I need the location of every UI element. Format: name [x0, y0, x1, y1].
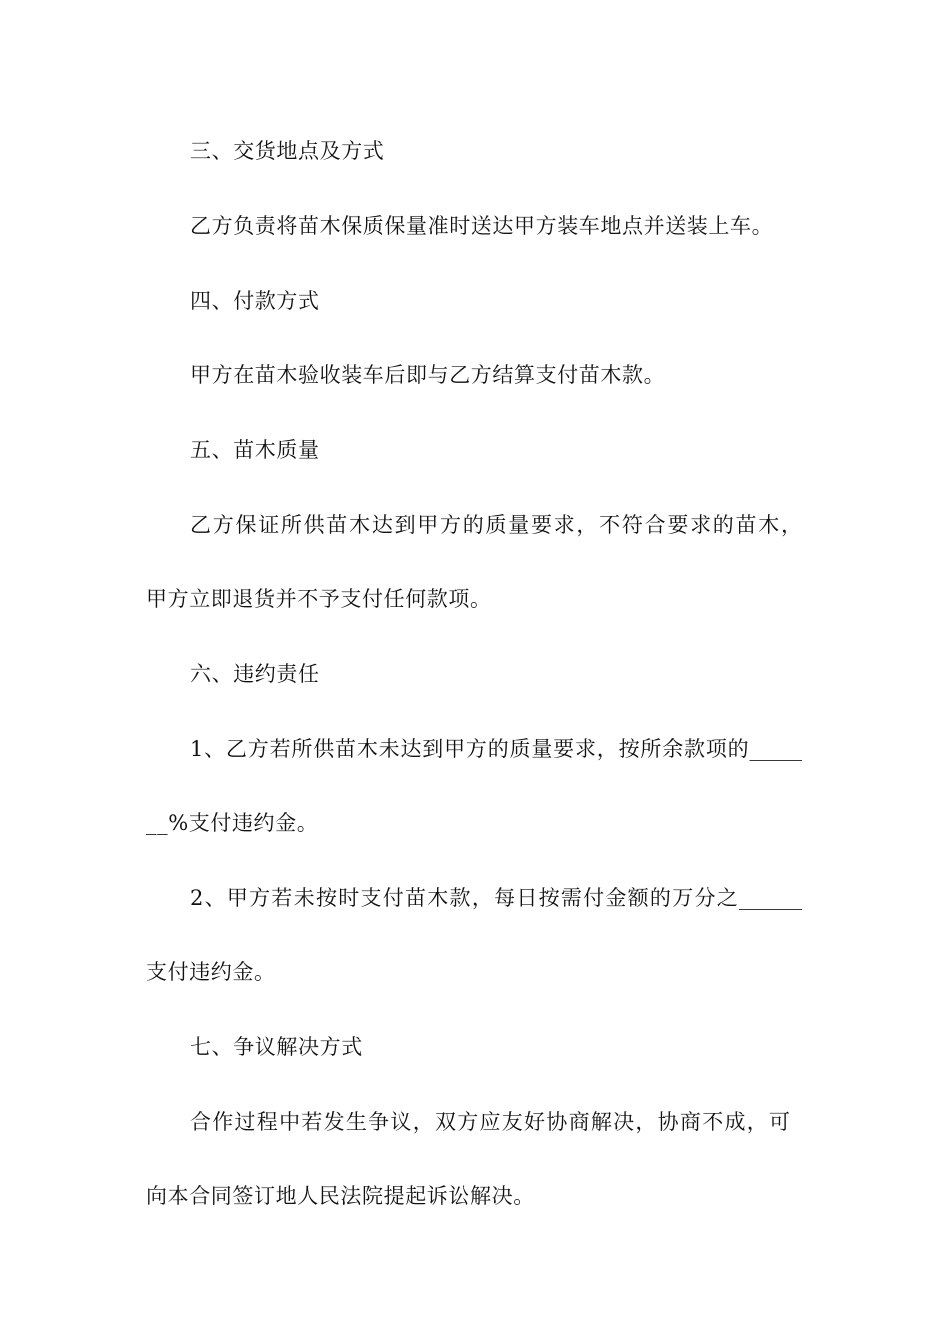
section-heading-payment: 四、付款方式	[190, 289, 320, 313]
paragraph-quality-line-2: 甲方立即退货并不予支付任何款项。	[146, 587, 492, 611]
paragraph-dispute-line-2: 向本合同签订地人民法院提起诉讼解决。	[146, 1184, 535, 1208]
section-heading-liability: 六、违约责任	[190, 662, 320, 686]
section-heading-quality: 五、苗木质量	[190, 438, 320, 462]
clause-2-line-1: 2、甲方若未按时支付苗木款，每日按需付金额的万分之______	[190, 886, 802, 910]
paragraph-dispute-line-1: 合作过程中若发生争议，双方应友好协商解决，协商不成，可	[190, 1110, 790, 1134]
paragraph-payment: 甲方在苗木验收装车后即与乙方结算支付苗木款。	[190, 363, 666, 387]
paragraph-delivery: 乙方负责将苗木保质保量准时送达甲方装车地点并送装上车。	[190, 214, 774, 238]
clause-2-line-2: 支付违约金。	[146, 960, 276, 984]
clause-1-line-2: __%支付违约金。	[146, 811, 319, 835]
section-heading-delivery: 三、交货地点及方式	[190, 139, 385, 163]
section-heading-dispute: 七、争议解决方式	[190, 1035, 363, 1059]
clause-1-line-1: 1、乙方若所供苗木未达到甲方的质量要求，按所余款项的_____	[190, 737, 802, 761]
paragraph-quality-line-1: 乙方保证所供苗木达到甲方的质量要求，不符合要求的苗木，	[190, 513, 802, 537]
